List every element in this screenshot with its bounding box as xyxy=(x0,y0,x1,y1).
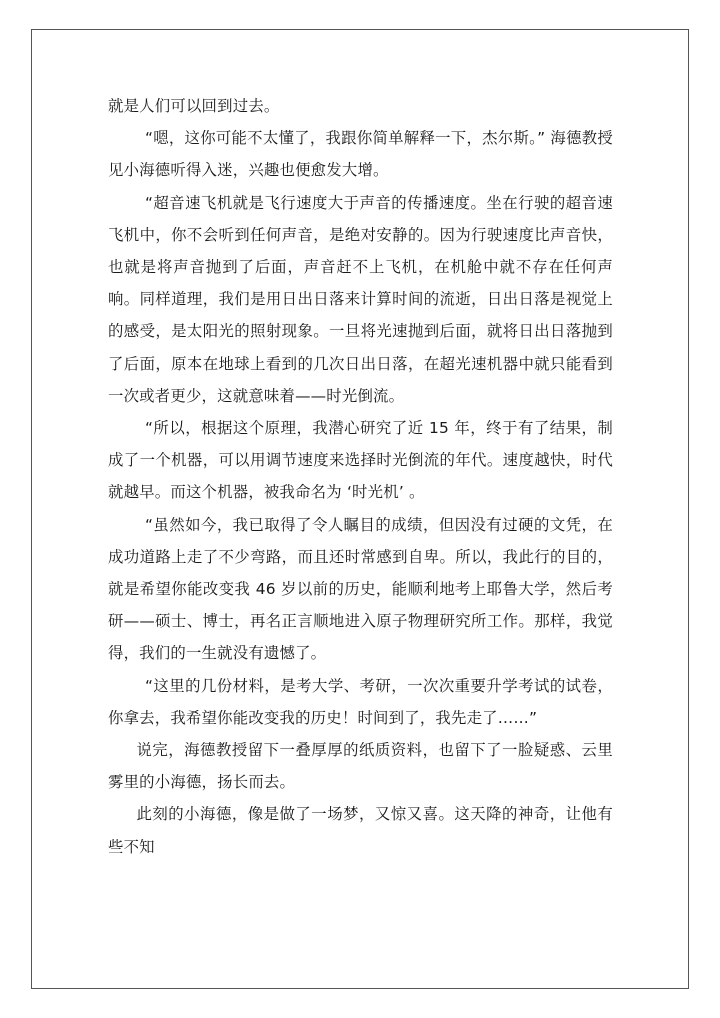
paragraph-5: “虽然如今，我已取得了令人瞩目的成绩，但因没有过硬的文凭，在成功道路上走了不少弯路，而且还时常感到自卑。所以，我此行的目的，就是希望你能改变我 46 岁以前的历史，能顺利地考上耶鲁大学，然后考研——硕士、博士，再名正言顺地进入原子物理研究所工作。那样，我觉得，我们的一生就没有遗憾了。 xyxy=(108,515,613,663)
paragraph-1: 就是人们可以回到过去。 xyxy=(108,97,280,115)
paragraph-2: “嗯，这你可能不太懂了，我跟你简单解释一下，杰尔斯。” 海德教授见小海德听得入迷，兴趣也便愈发大增。 xyxy=(108,129,613,180)
document-body xyxy=(108,90,613,863)
paragraph-7: 说完，海德教授留下一叠厚厚的纸质资料，也留下了一脸疑惑、云里雾里的小海德，扬长而去。 xyxy=(108,741,613,792)
paragraph-8: 此刻的小海德，像是做了一场梦，又惊又喜。这天降的神奇，让他有些不知 xyxy=(108,805,613,856)
paragraph-3: “超音速飞机就是飞行速度大于声音的传播速度。坐在行驶的超音速飞机中，你不会听到任何声音，是绝对安静的。因为行驶速度比声音快，也就是将声音抛到了后面，声音赶不上飞机，在机舱中就不存在任何声响。同样道理，我们是用日出日落来计算时间的流逝，日出日落是视觉上的感受，是太阳光的照射现象。一旦将光速抛到后面，就将日出日落抛到了后面，原本在地球上看到的几次日出日落，在超光速机器中就只能看到一次或者更少，这就意味着——时光倒流。 xyxy=(108,193,613,405)
paragraph-6: “这里的几份材料，是考大学、考研，一次次重要升学考试的试卷，你拿去，我希望你能改变我的历史！时间到了，我先走了……” xyxy=(108,676,613,727)
paragraph-4: “所以，根据这个原理，我潜心研究了近 15 年，终于有了结果，制成了一个机器，可以用调节速度来选择时光倒流的年代。速度越快，时代就越早。而这个机器，被我命名为 ‘时光机’ 。 xyxy=(108,419,613,502)
